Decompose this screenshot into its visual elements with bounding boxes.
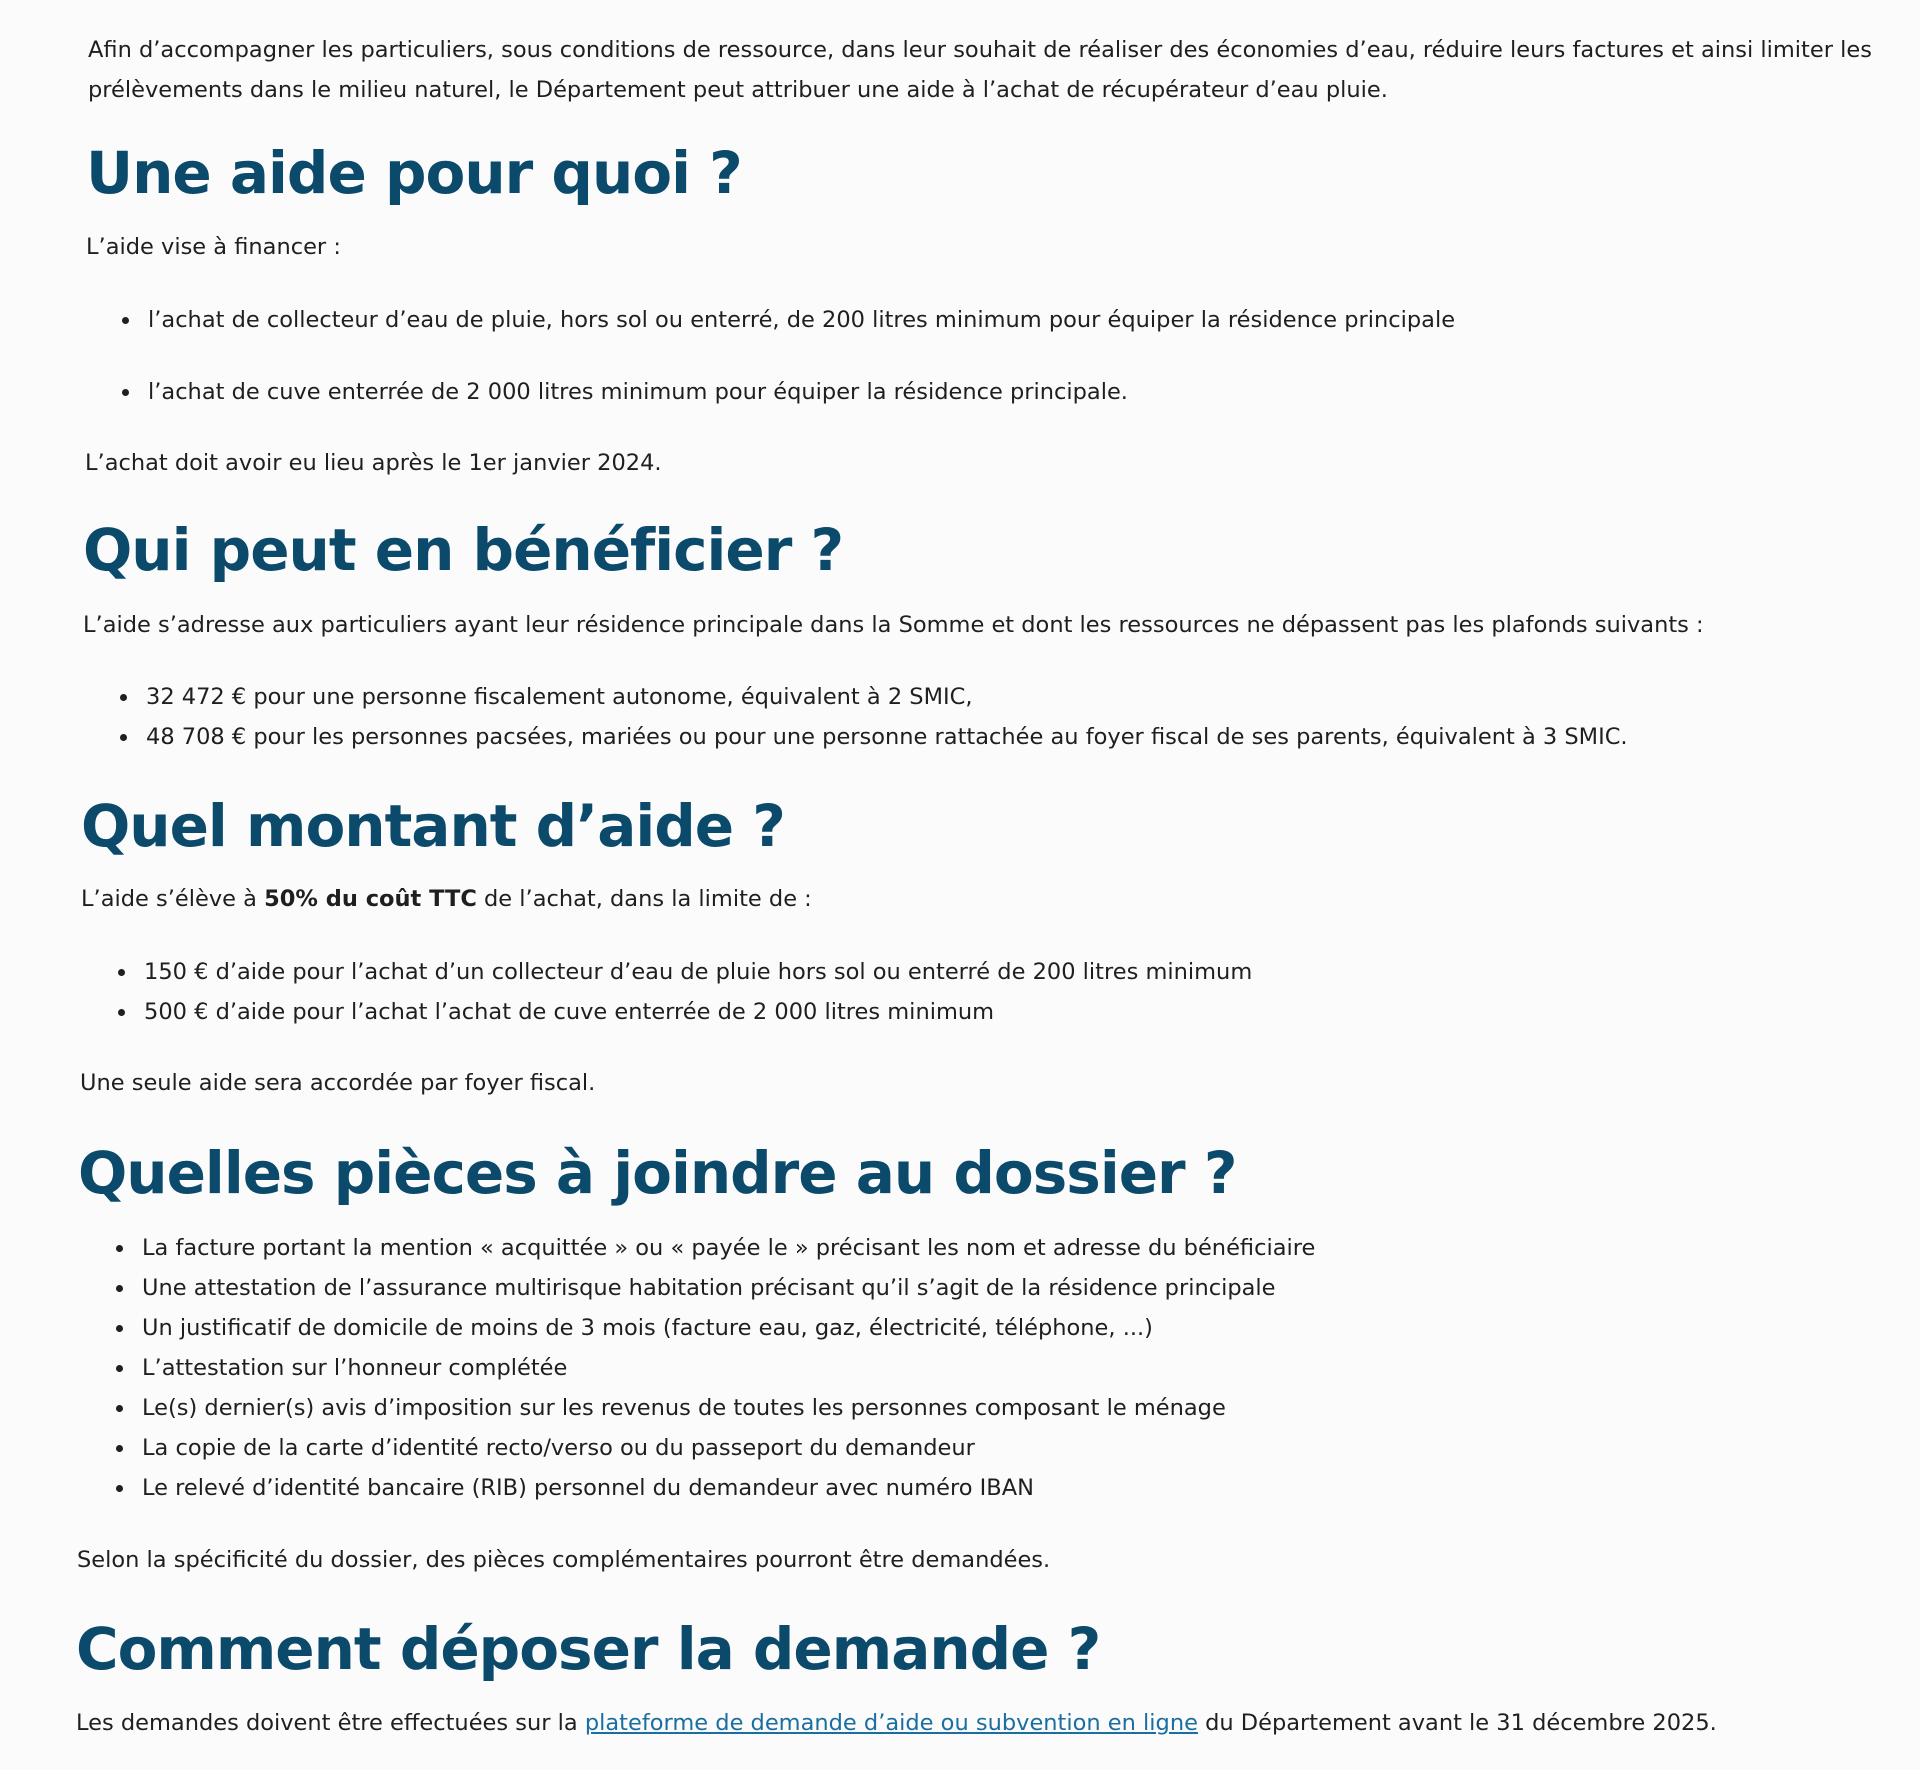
list-item: 48 708 € pour les personnes pacsées, mariées ou pour une personne rattachée au foyer fiscal de ses parents, équivalent à 3 SMIC. <box>120 717 1628 757</box>
list-item: La facture portant la mention « acquittée » ou « payée le » précisant les nom et adresse du bénéficiaire <box>116 1228 1315 1268</box>
section4-list <box>116 1228 1315 1508</box>
heading-une-aide-pour-quoi: Une aide pour quoi ? <box>86 139 742 207</box>
list-item: 500 € d’aide pour l’achat l’achat de cuve enterrée de 2 000 litres minimum <box>118 992 1252 1032</box>
heading-qui-peut-en-beneficier: Qui peut en bénéficier ? <box>83 516 844 584</box>
section1-note: L’achat doit avoir eu lieu après le 1er janvier 2024. <box>85 450 662 476</box>
section2-list <box>120 677 1628 757</box>
list-item: Un justificatif de domicile de moins de 3 mois (facture eau, gaz, électricité, téléphone, ...) <box>116 1308 1315 1348</box>
section3-note: Une seule aide sera accordée par foyer fiscal. <box>80 1070 596 1096</box>
section5-text-start: Les demandes doivent être effectuées sur la <box>76 1710 585 1736</box>
list-item: Le relevé d’identité bancaire (RIB) personnel du demandeur avec numéro IBAN <box>116 1468 1315 1508</box>
section5-text-end: du Département avant le 31 décembre 2025. <box>1197 1710 1717 1736</box>
list-item: Le(s) dernier(s) avis d’imposition sur les revenus de toutes les personnes composant le ménage <box>116 1388 1315 1428</box>
list-item: 150 € d’aide pour l’achat d’un collecteur d’eau de pluie hors sol ou enterré de 200 litres minimum <box>118 952 1252 992</box>
section2-lead: L’aide s’adresse aux particuliers ayant leur résidence principale dans la Somme et dont les ressources ne dépassent pas les plafonds suivants : <box>83 612 1704 638</box>
heading-quelles-pieces: Quelles pièces à joindre au dossier ? <box>78 1139 1237 1207</box>
section3-lead-text-end: de l’achat, dans la limite de : <box>476 886 812 912</box>
list-item: l’achat de cuve enterrée de 2 000 litres minimum pour équiper la résidence principale. <box>122 372 1455 412</box>
section3-lead-bold: 50% du coût TTC <box>264 886 477 912</box>
list-item: l’achat de collecteur d’eau de pluie, hors sol ou enterré, de 200 litres minimum pour équiper la résidence principale <box>122 300 1455 340</box>
section1-lead: L’aide vise à financer : <box>86 234 341 260</box>
list-item: L’attestation sur l’honneur complétée <box>116 1348 1315 1388</box>
heading-comment-deposer: Comment déposer la demande ? <box>76 1615 1101 1683</box>
section3-list <box>118 952 1252 1032</box>
list-item: 32 472 € pour une personne fiscalement autonome, équivalent à 2 SMIC, <box>120 677 1628 717</box>
section5-text <box>76 1706 1717 1740</box>
online-platform-link[interactable]: plateforme de demande d’aide ou subvention en ligne <box>584 1710 1198 1736</box>
heading-quel-montant-daide: Quel montant d’aide ? <box>81 792 785 860</box>
list-item: Une attestation de l’assurance multirisque habitation précisant qu’il s’agit de la résidence principale <box>116 1268 1315 1308</box>
section4-note: Selon la spécificité du dossier, des pièces complémentaires pourront être demandées. <box>77 1547 1051 1573</box>
section3-lead <box>81 882 812 916</box>
section3-lead-text: L’aide s’élève à <box>81 886 265 912</box>
list-item: La copie de la carte d’identité recto/verso ou du passeport du demandeur <box>116 1428 1315 1468</box>
intro-paragraph: Afin d’accompagner les particuliers, sous conditions de ressource, dans leur souhait de réaliser des économies d’eau, réduire leurs factures et ainsi limiter les prélèvements dans le milieu naturel, le Département peut attribuer une aide à l’achat de récupérateur d’eau pluie. <box>88 37 1872 103</box>
section1-list <box>122 300 1455 412</box>
